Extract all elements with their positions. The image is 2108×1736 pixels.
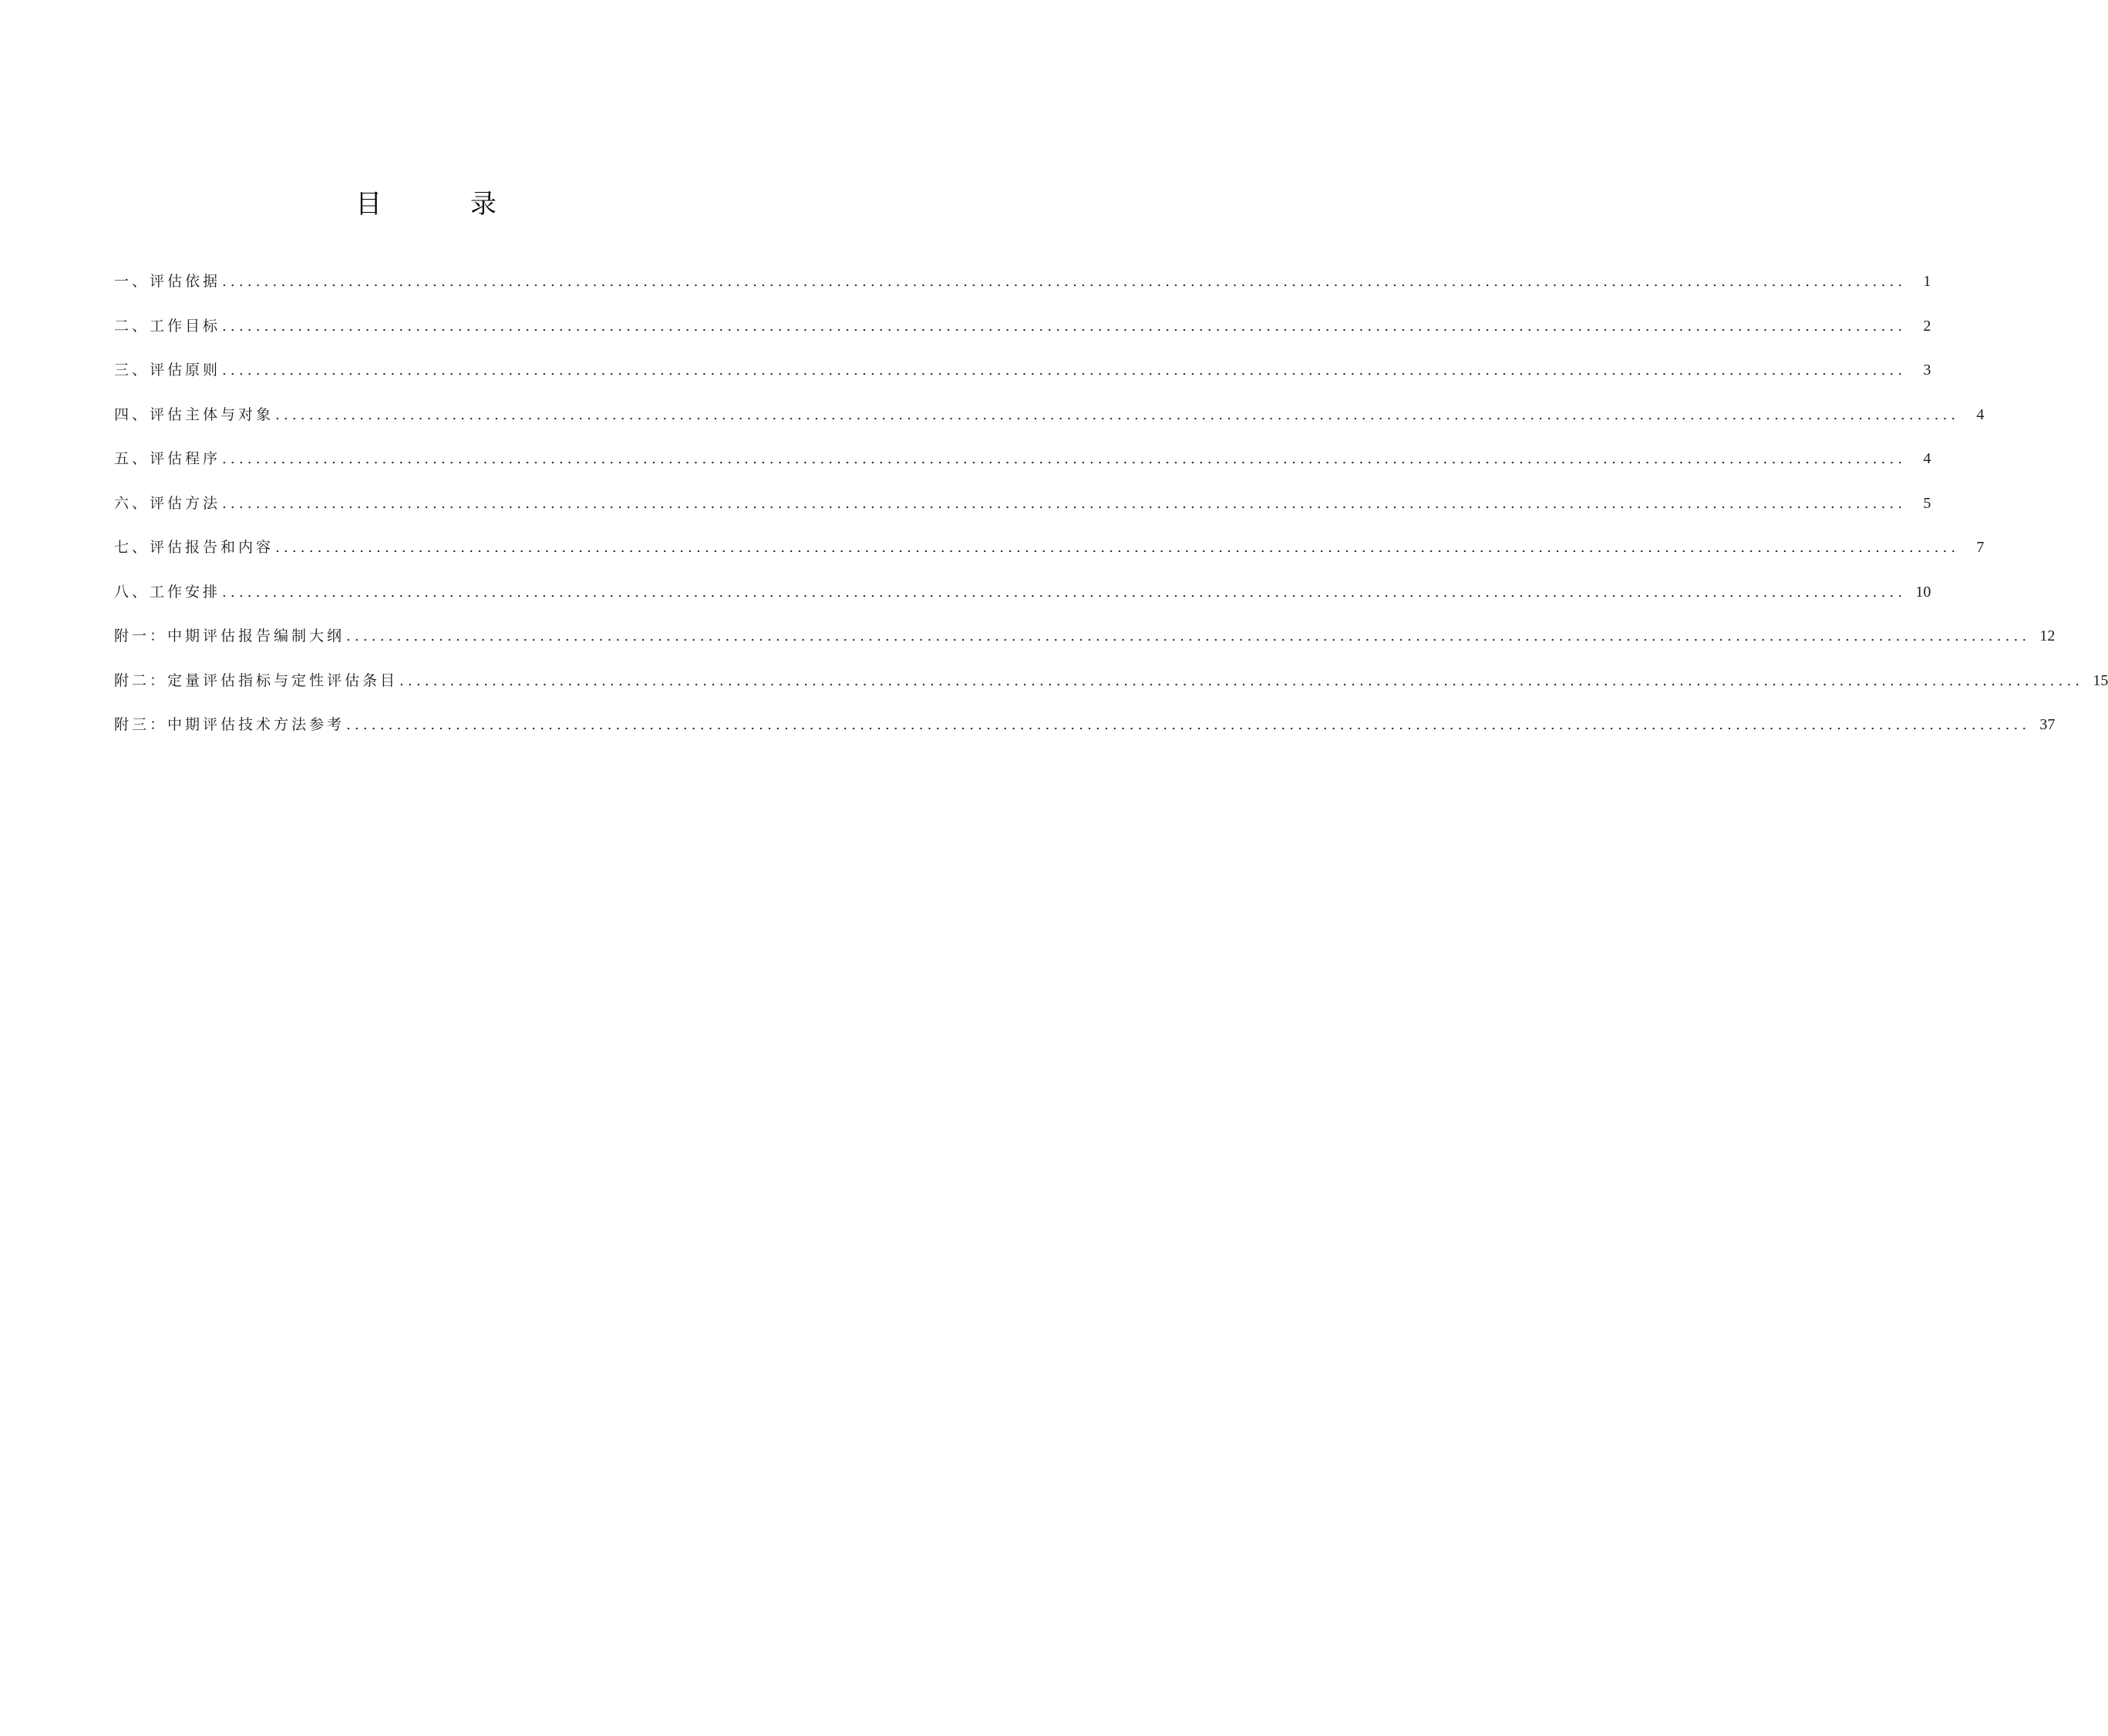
toc-entry-label: 三、评估原则 <box>114 362 221 378</box>
dot-leader: ........................................................................................................................................................................................................ <box>346 628 2031 644</box>
dot-leader: ........................................................................................................................................................................................................ <box>222 495 1907 512</box>
dot-leader: ........................................................................................................................................................................................................ <box>346 717 2031 733</box>
toc-entry-page: 3 <box>1923 362 1931 378</box>
toc-title: 目 录 <box>355 189 537 220</box>
toc-entry[interactable] <box>114 398 1985 442</box>
dot-leader: ........................................................................................................................................................................................................ <box>222 274 1907 290</box>
toc-entry-label: 六、评估方法 <box>114 494 221 512</box>
toc-entry-page: 2 <box>1923 317 1931 335</box>
dot-leader: ........................................................................................................................................................................................................ <box>222 318 1907 335</box>
dot-leader: ........................................................................................................................................................................................................ <box>222 451 1907 467</box>
toc-list <box>114 264 2108 752</box>
toc-entry-page: 15 <box>2093 671 2108 689</box>
toc-entry-label: 二、工作目标 <box>114 317 221 335</box>
toc-entry-label: 附二：定量评估指标与定性评估条目 <box>114 671 399 689</box>
dot-leader: ........................................................................................................................................................................................................ <box>275 406 1960 423</box>
toc-entry[interactable] <box>114 353 1931 398</box>
toc-entry-page: 37 <box>2039 716 2056 733</box>
toc-entry-label: 八、工作安排 <box>114 583 221 601</box>
toc-entry[interactable] <box>114 264 1931 309</box>
dot-leader: ........................................................................................................................................................................................................ <box>275 540 1960 556</box>
toc-entry-page: 4 <box>1923 450 1931 467</box>
toc-entry[interactable] <box>114 619 2056 664</box>
toc-entry-page: 7 <box>1976 539 1985 556</box>
toc-entry[interactable] <box>114 708 2056 752</box>
toc-entry-label: 四、评估主体与对象 <box>114 405 274 423</box>
toc-entry[interactable] <box>114 309 1931 354</box>
toc-entry-label: 一、评估依据 <box>114 273 221 290</box>
toc-entry-page: 4 <box>1976 405 1985 423</box>
toc-entry-page: 1 <box>1923 273 1931 290</box>
toc-entry-page: 5 <box>1923 494 1931 512</box>
toc-entry[interactable] <box>114 530 1985 575</box>
toc-entry-page: 12 <box>2039 627 2056 644</box>
toc-entry[interactable] <box>114 486 1931 531</box>
dot-leader: ........................................................................................................................................................................................................ <box>222 362 1907 378</box>
dot-leader: ........................................................................................................................................................................................................ <box>222 584 1907 601</box>
toc-entry[interactable] <box>114 442 1931 486</box>
dot-leader: ........................................................................................................................................................................................................ <box>399 672 2084 689</box>
toc-entry-label: 附三：中期评估技术方法参考 <box>114 716 345 733</box>
toc-entry-page: 10 <box>1915 583 1931 601</box>
toc-entry[interactable] <box>114 664 2108 708</box>
toc-entry-label: 附一：中期评估报告编制大纲 <box>114 627 345 644</box>
toc-entry-label: 七、评估报告和内容 <box>114 539 274 556</box>
toc-entry-label: 五、评估程序 <box>114 450 221 467</box>
toc-entry[interactable] <box>114 575 1931 620</box>
